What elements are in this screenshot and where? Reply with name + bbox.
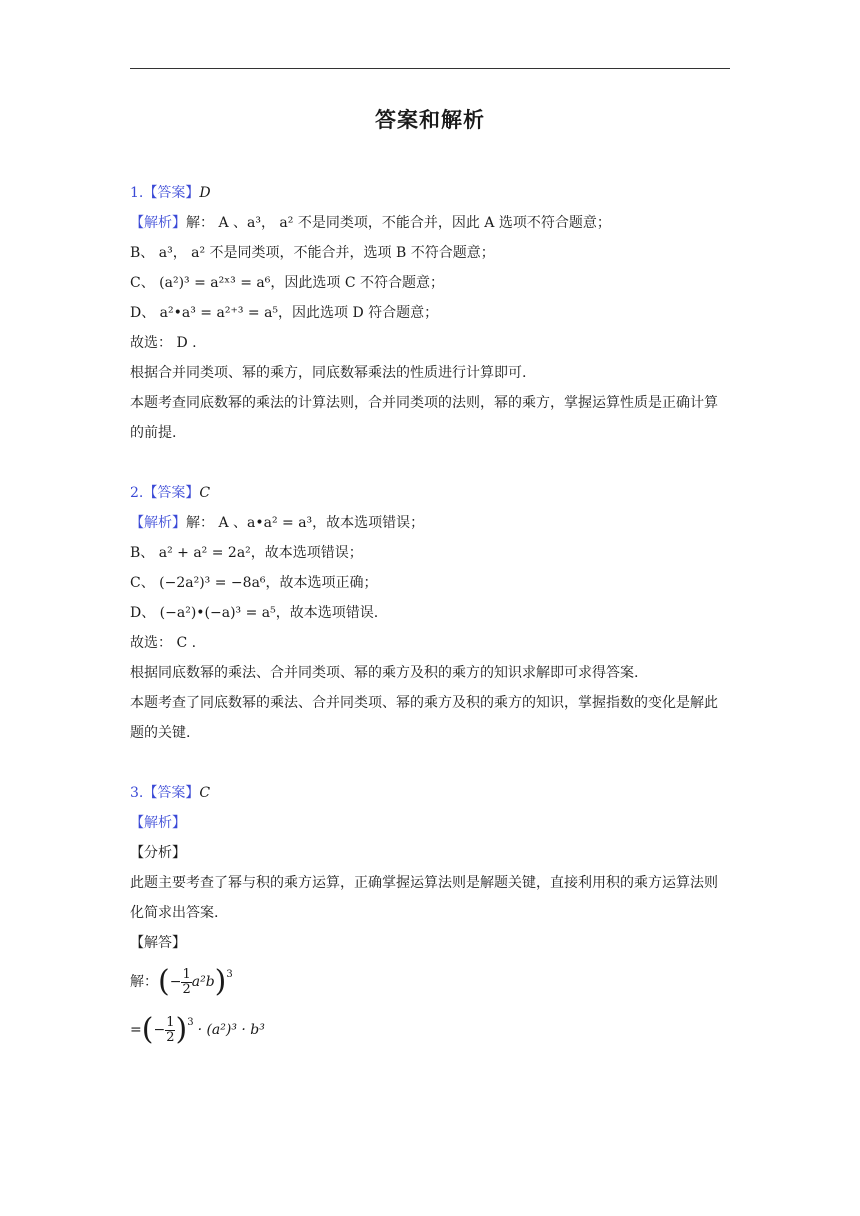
question-2-answer: 2.【答案】C — [130, 485, 211, 501]
question-2-line-4: D、 (−a²)•(−a)³ = a⁵，故本选项错误. — [130, 605, 379, 621]
question-1-line-7: 本题考查同底数幂的乘法的计算法则，合并同类项的法则，幂的乘方，掌握运算性质是正确计算的前提. — [130, 395, 718, 441]
question-3-analysis-label: 【解析】 — [130, 815, 186, 831]
question-1-line-5: 故选： D . — [130, 335, 197, 351]
question-1-line-2: B、 a³， a² 不是同类项，不能合并，选项 B 不符合题意； — [130, 245, 495, 261]
question-3-solution-heading: 【解答】 — [130, 935, 186, 951]
question-1-analysis-line-1: 【解析】解： A 、a³， a² 不是同类项，不能合并，因此 A 选项不符合题意； — [130, 215, 611, 231]
fraction-half-2: $\frac{1}{2}$ — [166, 1014, 175, 1045]
question-2-line-6: 根据同底数幂的乘法、合并同类项、幂的乘方及积的乘方的知识求解即可求得答案. — [130, 665, 639, 681]
question-3-analysis-text: 此题主要考查了幂与积的乘方运算，正确掌握运算法则是解题关键，直接利用积的乘方运算法则化简求出答案. — [130, 875, 718, 921]
question-2-line-5: 故选： C . — [130, 635, 197, 651]
question-1-answer: 1.【答案】D — [130, 185, 211, 201]
header-rule — [130, 68, 730, 69]
question-2-line-7: 本题考查了同底数幂的乘法、合并同类项、幂的乘方及积的乘方的知识，掌握指数的变化是解此题的关键. — [130, 695, 718, 741]
question-2-line-2: B、 a² + a² = 2a²，故本选项错误； — [130, 545, 363, 561]
answer-content — [130, 178, 730, 1054]
question-3-expression-1: 解： ( − $\frac{1}{2}$ a²b ) $^3$ — [130, 964, 233, 999]
question-2-analysis-line-1: 【解析】解： A 、a•a² = a³，故本选项错误； — [130, 515, 425, 531]
page-title: 答案和解析 — [375, 108, 485, 132]
question-3-expression-2: = ( − $\frac{1}{2}$ ) $^3$ · (a²)³ · b³ — [130, 1012, 265, 1047]
question-1-line-6: 根据合并同类项、幂的乘方，同底数幂乘法的性质进行计算即可. — [130, 365, 527, 381]
question-1-line-4: D、 a²•a³ = a²⁺³ = a⁵，因此选项 D 符合题意； — [130, 305, 439, 321]
question-3-answer: 3.【答案】C — [130, 785, 211, 801]
question-2-line-3: C、 (−2a²)³ = −8a⁶，故本选项正确； — [130, 575, 378, 591]
question-1-line-3: C、 (a²)³ = a²ˣ³ = a⁶，因此选项 C 不符合题意； — [130, 275, 444, 291]
question-3-analysis-heading: 【分析】 — [130, 845, 186, 861]
fraction-half: $\frac{1}{2}$ — [182, 966, 191, 997]
